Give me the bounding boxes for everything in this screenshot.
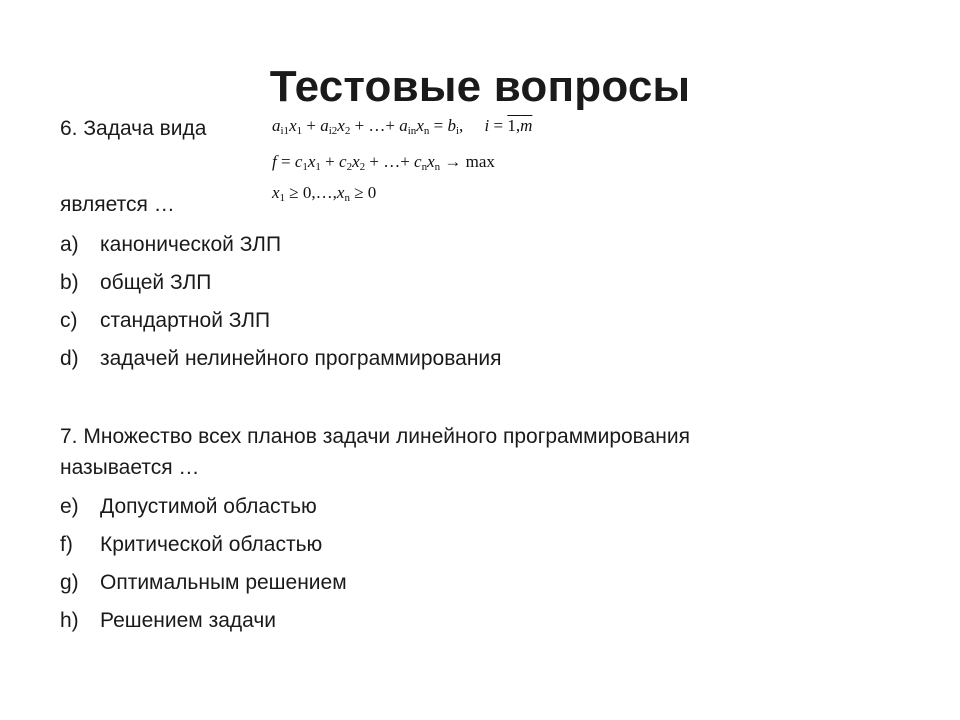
option-label: c) [60, 309, 78, 332]
question-6-intro: 6. Задача вида [60, 117, 207, 140]
question-6-suffix: является … [60, 193, 175, 216]
option-a [60, 232, 281, 258]
option-label: a) [60, 233, 79, 256]
option-label: f) [60, 533, 73, 556]
option-b [60, 270, 211, 296]
option-g [60, 570, 347, 596]
option-text: общей ЗЛП [100, 271, 212, 294]
option-text: Допустимой областью [100, 495, 317, 518]
slide-title: Тестовые вопросы [269, 62, 691, 111]
option-text: Решением задачи [100, 609, 277, 632]
option-label: h) [60, 609, 79, 632]
option-h [60, 608, 276, 634]
formula-nonnegativity: $x_1$ ≥ $0,\dots,x_n \ge 0$ [272, 183, 377, 204]
option-text: Критической областью [100, 533, 323, 556]
option-label: e) [60, 495, 79, 518]
formula-constraint: $a_{i1}x_1 + a_{i2}x_2$ + …+ $a_{in}x_n = b_i$, i = 1,m [272, 116, 533, 137]
option-text: канонической ЗЛП [100, 233, 282, 256]
option-label: b) [60, 271, 79, 294]
question-7-line1: 7. Множество всех планов задачи линейного программирования [60, 425, 690, 448]
option-label: d) [60, 347, 79, 370]
option-text: задачей нелинейного программирования [100, 347, 502, 370]
option-text: Оптимальным решением [100, 571, 347, 594]
question-7-line2: называется … [60, 456, 200, 479]
option-c [60, 308, 270, 334]
option-text: стандартной ЗЛП [100, 309, 271, 332]
option-d [60, 346, 502, 372]
formula-objective: $f = c_1x_1 + c_2x_2$ + …+ $c_nx_n \to \max$ [272, 152, 495, 173]
option-label: g) [60, 571, 79, 594]
option-f [60, 532, 322, 558]
option-e [60, 494, 317, 520]
